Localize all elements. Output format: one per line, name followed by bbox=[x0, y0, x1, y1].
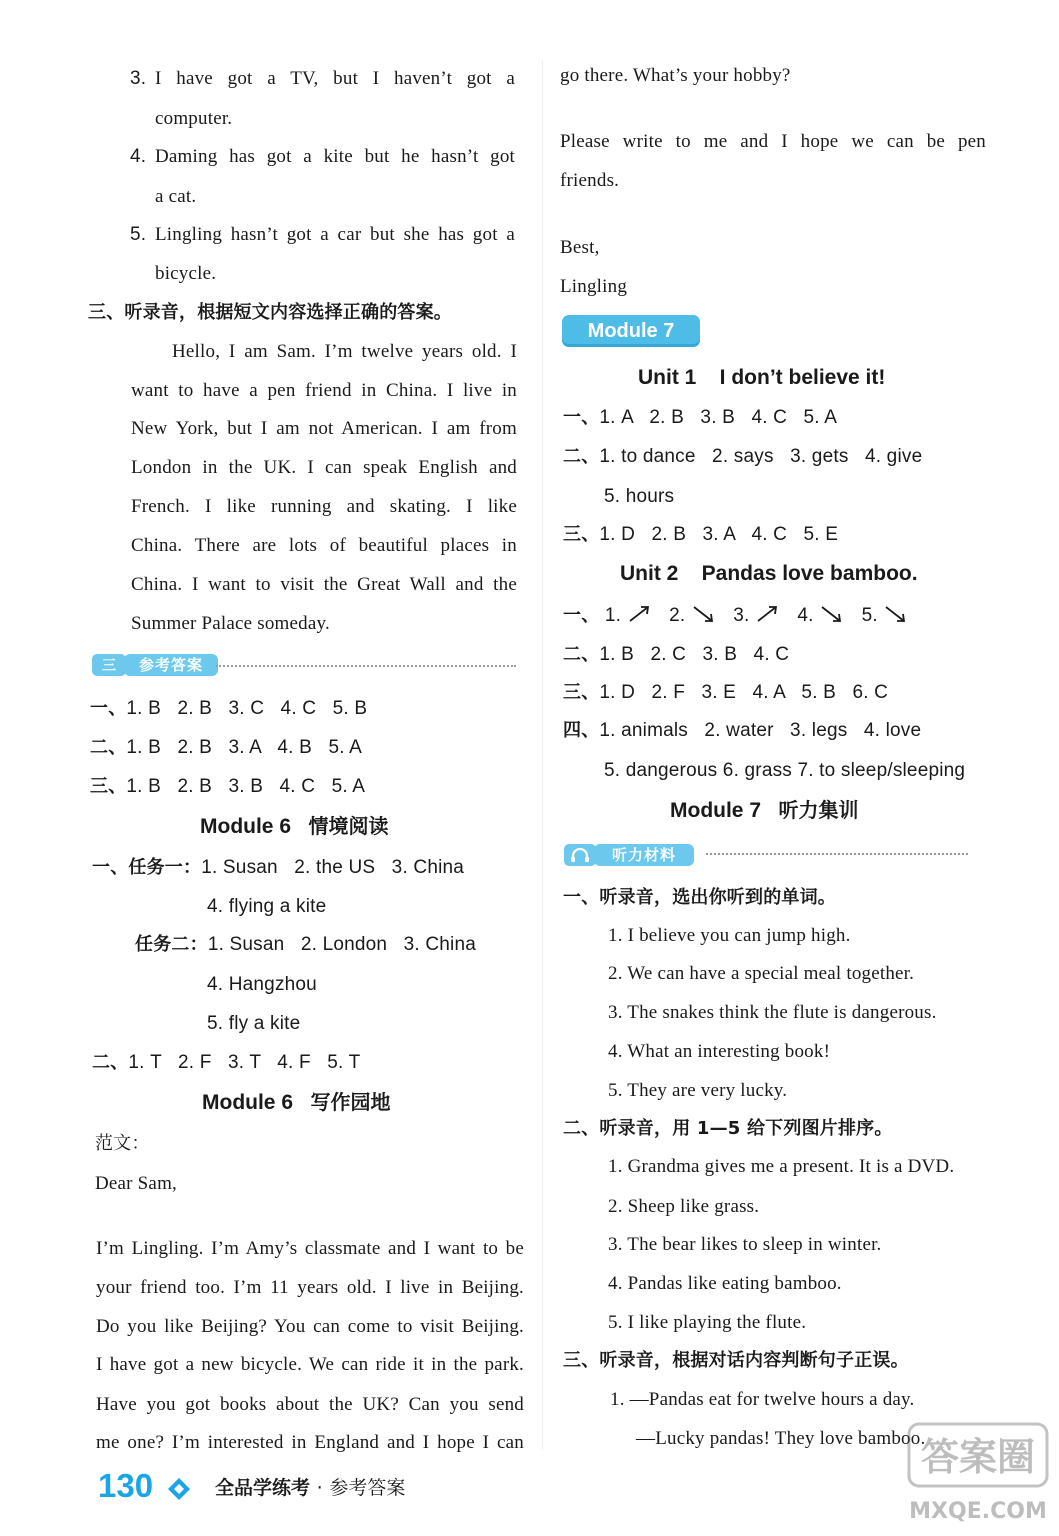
list-item-text: Lingling hasn’t got a car but she has got a bbox=[155, 224, 515, 245]
essay-label: 范文： bbox=[95, 1133, 150, 1154]
divider bbox=[706, 853, 968, 855]
rising-arrow-icon bbox=[627, 604, 653, 624]
answer-row: 三、1. D 2. B 3. A 4. C 5. E bbox=[563, 524, 839, 545]
list-item: 3. The bear likes to sleep in winter. bbox=[608, 1234, 882, 1255]
passage-line: London in the UK. I can speak English and bbox=[131, 457, 517, 478]
answer-row: 二、1. B 2. C 3. B 4. C bbox=[563, 644, 790, 665]
passage-line: Summer Palace someday. bbox=[131, 613, 330, 634]
svg-text:三: 三 bbox=[102, 658, 116, 674]
answer-row: 一、任务一：1. Susan 2. the US 3. China bbox=[92, 857, 465, 878]
falling-arrow-icon bbox=[883, 604, 909, 624]
answer-row: 任务二：1. Susan 2. London 3. China bbox=[135, 934, 476, 955]
answer-row: 5. dangerous 6. grass 7. to sleep/sleeping bbox=[604, 760, 966, 781]
answer-row: 三、1. B 2. B 3. B 4. C 5. A bbox=[90, 776, 366, 797]
diamond-logo-icon bbox=[166, 1476, 192, 1502]
listening-badge: 听力材料 bbox=[594, 844, 694, 866]
divider bbox=[216, 665, 516, 667]
section-heading: Module 7 听力集训 bbox=[670, 798, 859, 822]
list-item-text: Daming has got a kite but he hasn’t got bbox=[155, 146, 515, 167]
answer-row: 4. Hangzhou bbox=[207, 974, 317, 995]
essay-line: Do you like Beijing? You can come to visit Beijing. bbox=[96, 1316, 524, 1337]
section-heading: Module 6 情境阅读 bbox=[200, 814, 389, 838]
essay-line: Please write to me and I hope we can be pen bbox=[560, 131, 986, 152]
svg-text:MXQE.COM: MXQE.COM bbox=[909, 1499, 1047, 1524]
essay-greeting: Dear Sam, bbox=[95, 1173, 177, 1194]
section-heading: Module 6 写作园地 bbox=[202, 1090, 391, 1114]
sign-off: Best, bbox=[560, 237, 600, 258]
answer-row: 四、1. animals 2. water 3. legs 4. love bbox=[563, 720, 922, 741]
signature: Lingling bbox=[560, 276, 628, 297]
watermark-logo bbox=[903, 1418, 1053, 1530]
list-item: 2. Sheep like grass. bbox=[608, 1196, 760, 1217]
answer-row: 5. fly a kite bbox=[207, 1013, 301, 1034]
falling-arrow-icon bbox=[819, 604, 845, 624]
list-item: 3. The snakes think the flute is dangerous. bbox=[608, 1002, 937, 1023]
list-item: 5. I like playing the flute. bbox=[608, 1312, 807, 1333]
list-item: 4. What an interesting book! bbox=[608, 1041, 831, 1062]
list-item: 5. Lingling hasn’t got a car but she has got a bbox=[130, 224, 515, 245]
passage-line: New York, but I am not American. I am from bbox=[131, 418, 517, 439]
unit-heading: Unit 1 I don’t believe it! bbox=[638, 366, 886, 389]
answer-badge: 参考答案 bbox=[124, 654, 218, 676]
module-badge: Module 7 bbox=[562, 315, 700, 347]
answer-row: 三、1. D 2. F 3. E 4. A 5. B 6. C bbox=[563, 682, 889, 703]
section-instruction: 二、听录音，用 1—5 给下列图片排序。 bbox=[563, 1118, 893, 1139]
list-item: 4. Daming has got a kite but he hasn’t got bbox=[130, 146, 515, 167]
dialogue-line: —Lucky pandas! They love bamboo. bbox=[636, 1428, 926, 1449]
section-instruction: 三、听录音，根据对话内容判断句子正误。 bbox=[563, 1350, 909, 1371]
list-item: 3. I have got a TV, but I haven’t got a bbox=[130, 68, 515, 89]
book-title: 全品学练考 · 参考答案 bbox=[215, 1477, 406, 1499]
section-instruction: 一、听录音，选出你听到的单词。 bbox=[563, 887, 836, 908]
essay-line: me one? I’m interested in England and I hope I can bbox=[96, 1432, 524, 1453]
svg-text:答案圈: 答案圈 bbox=[920, 1435, 1036, 1479]
essay-line: Have you got books about the UK? Can you send bbox=[96, 1394, 524, 1415]
column-divider bbox=[542, 60, 543, 1450]
list-item: 2. We can have a special meal together. bbox=[608, 963, 915, 984]
list-item-text: I have got a TV, but I haven’t got a bbox=[155, 68, 515, 89]
answer-row: 一、1. A 2. B 3. B 4. C 5. A bbox=[563, 407, 838, 428]
essay-line: I have got a new bicycle. We can ride it in the park. bbox=[96, 1354, 524, 1375]
answer-row: 5. hours bbox=[604, 486, 675, 507]
answer-badge-icon bbox=[92, 654, 126, 676]
essay-line: friends. bbox=[560, 170, 620, 191]
passage-line: French. I like running and skating. I like bbox=[131, 496, 517, 517]
passage-line: China. There are lots of beautiful places in bbox=[131, 535, 517, 556]
answer-row: 二、1. to dance 2. says 3. gets 4. give bbox=[563, 446, 923, 467]
answer-row: 一、1. B 2. B 3. C 4. C 5. B bbox=[90, 698, 368, 719]
passage-line: Hello, I am Sam. I’m twelve years old. I bbox=[172, 341, 517, 362]
essay-line: your friend too. I’m 11 years old. I live in Beijing. bbox=[96, 1277, 524, 1298]
list-item: 1. Grandma gives me a present. It is a DVD. bbox=[608, 1156, 955, 1177]
list-item: a cat. bbox=[155, 186, 197, 207]
list-item: 4. Pandas like eating bamboo. bbox=[608, 1273, 842, 1294]
list-item: 5. They are very lucky. bbox=[608, 1080, 788, 1101]
intonation-row: 一、 1. 2. 3. 4. 5. bbox=[563, 604, 909, 627]
dialogue-line: 1. —Pandas eat for twelve hours a day. bbox=[610, 1389, 915, 1410]
essay-line: I’m Lingling. I’m Amy’s classmate and I want to be bbox=[96, 1238, 524, 1259]
headphone-icon bbox=[564, 844, 596, 866]
passage-line: want to have a pen friend in China. I live in bbox=[131, 380, 517, 401]
list-item: bicycle. bbox=[155, 263, 217, 284]
passage-line: China. I want to visit the Great Wall and the bbox=[131, 574, 517, 595]
section-instruction: 三、听录音，根据短文内容选择正确的答案。 bbox=[88, 302, 452, 323]
unit-heading: Unit 2 Pandas love bamboo. bbox=[620, 562, 918, 585]
essay-line: go there. What’s your hobby? bbox=[560, 65, 791, 86]
list-item: 1. I believe you can jump high. bbox=[608, 925, 851, 946]
page-number: 130 bbox=[98, 1467, 154, 1504]
answer-row: 二、1. T 2. F 3. T 4. F 5. T bbox=[92, 1052, 361, 1073]
list-item: computer. bbox=[155, 108, 233, 129]
answer-row: 二、1. B 2. B 3. A 4. B 5. A bbox=[90, 737, 362, 758]
falling-arrow-icon bbox=[691, 604, 717, 624]
answer-row: 4. flying a kite bbox=[207, 896, 327, 917]
rising-arrow-icon bbox=[755, 604, 781, 624]
